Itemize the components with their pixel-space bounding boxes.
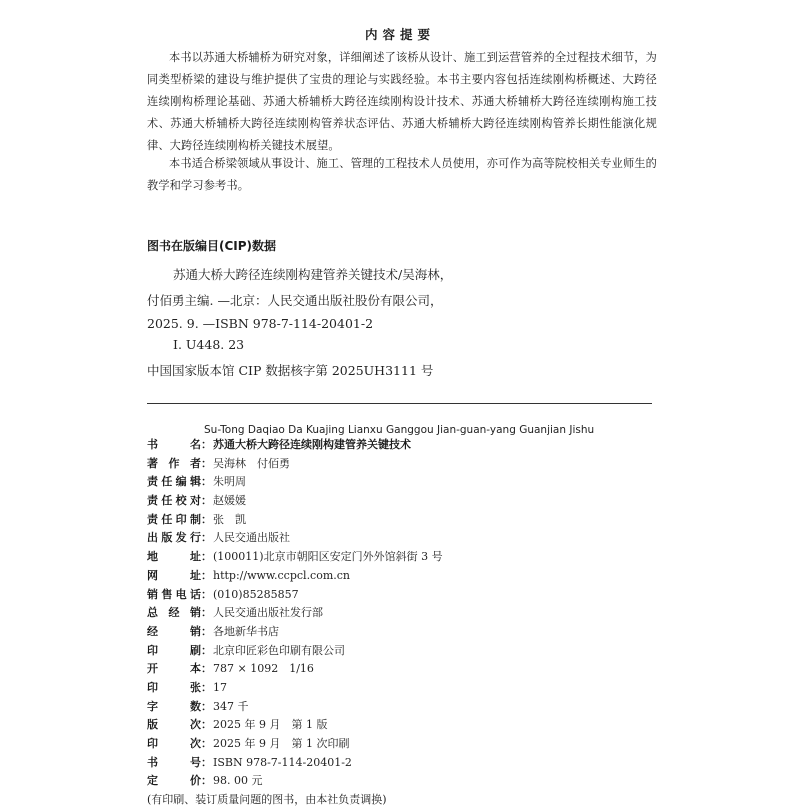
colophon-label: 开 本 [147, 662, 201, 676]
colophon-label: 字 数 [147, 699, 201, 713]
pinyin-title: Su-Tong Daqiao Da Kuajing Lianxu Ganggou Jian-guan-yang Guanjian Jishu [204, 424, 595, 436]
colophon-colon: ： [201, 568, 212, 582]
colophon-colon: ： [201, 755, 212, 769]
colophon-row [147, 436, 667, 455]
cip-line: 中国国家版本馆 CIP 数据核字第 2025UH3111 号 [147, 363, 434, 378]
colophon-label: 销 售 电 话 [147, 587, 201, 601]
colophon-row [147, 623, 667, 642]
cip-line: Ⅰ. U448. 23 [173, 337, 245, 352]
colophon-colon: ： [201, 438, 212, 451]
colophon-value: 赵媛媛 [213, 494, 246, 508]
colophon-row [147, 604, 667, 623]
colophon-value: http://www.ccpcl.com.cn [213, 568, 351, 582]
colophon-row [147, 660, 667, 679]
colophon-colon: ： [201, 699, 212, 713]
colophon-value: 347 千 [213, 699, 249, 713]
colophon-value: 17 [213, 680, 227, 694]
colophon-value: 人民交通出版社 [213, 531, 290, 545]
colophon-colon: ： [201, 531, 212, 545]
colophon-row [147, 735, 667, 754]
colophon-label: 著 作 者 [147, 456, 201, 470]
colophon-row [147, 567, 667, 586]
colophon-value: 人民交通出版社发行部 [213, 606, 323, 620]
colophon-colon: ： [201, 774, 212, 788]
cip-heading: 图书在版编目(CIP)数据 [147, 239, 277, 253]
colophon-label: 版 次 [147, 718, 201, 732]
colophon-row [147, 772, 667, 791]
colophon-row [147, 511, 667, 530]
colophon-colon: ： [201, 624, 212, 638]
colophon-value: 2025 年 9 月 第 1 次印刷 [213, 737, 350, 750]
colophon-label: 印 刷 [147, 643, 201, 657]
colophon-colon: ： [201, 680, 212, 694]
colophon-label: 总 经 销 [147, 606, 201, 620]
colophon-label: 出 版 发 行 [147, 531, 201, 545]
colophon-label: 定 价 [147, 774, 201, 788]
colophon-colon: ： [201, 456, 212, 470]
colophon-value: 吴海林 付佰勇 [213, 456, 290, 470]
summary-title: 内容提要 [364, 27, 435, 42]
colophon-row [147, 586, 667, 605]
colophon-value: 张 凯 [213, 512, 246, 526]
colophon-label: 责 任 校 对 [147, 494, 201, 508]
colophon-row [147, 754, 667, 773]
colophon-label: 责 任 编 辑 [147, 475, 201, 489]
section-divider [147, 403, 652, 404]
colophon-colon: ： [201, 587, 212, 601]
colophon-value: (010)85285857 [213, 587, 299, 601]
cip-line: 付佰勇主编. —北京：人民交通出版社股份有限公司， [147, 293, 443, 308]
colophon-colon: ： [201, 475, 212, 489]
colophon-value: 98. 00 元 [213, 774, 263, 788]
colophon-colon: ： [201, 494, 212, 508]
cip-line: 2025. 9. —ISBN 978-7-114-20401-2 [147, 316, 374, 331]
colophon-row [147, 473, 667, 492]
colophon-row [147, 529, 667, 548]
colophon-colon: ： [201, 643, 212, 657]
colophon-colon: ： [201, 512, 212, 526]
colophon-value: 北京印匠彩色印刷有限公司 [213, 643, 345, 657]
colophon-label: 印 张 [147, 680, 201, 694]
colophon-label: 印 次 [147, 737, 201, 750]
colophon-value: 787 × 1092 1/16 [213, 662, 314, 676]
colophon-label: 责 任 印 制 [147, 512, 201, 526]
cip-line: 苏通大桥大跨径连续刚构建管养关键技术/吴海林， [173, 267, 453, 282]
colophon-label: 经 销 [147, 624, 201, 638]
colophon-row [147, 642, 667, 661]
colophon-row [147, 679, 667, 698]
colophon-colon: ： [201, 550, 212, 564]
colophon-colon: ： [201, 662, 212, 676]
summary-paragraph: 本书适合桥梁领域从事设计、施工、管理的工程技术人员使用，亦可作为高等院校相关专业师生的教学和学习参考书。 [147, 157, 657, 192]
colophon-row [147, 548, 667, 567]
colophon-row [147, 455, 667, 474]
quality-note: (有印刷、装订质量问题的图书，由本社负责调换) [147, 793, 387, 807]
summary-paragraph: 本书以苏通大桥辅桥为研究对象，详细阐述了该桥从设计、施工到运营管养的全过程技术细节，为同类型桥梁的建设与维护提供了宝贵的理论与实践经验。本书主要内容包括连续刚构桥概述、大跨径连续刚构桥理论基础、苏通大桥辅桥大跨径连续刚构设计技术、苏通大桥辅桥大跨径连续刚构施工技术、苏通大桥辅桥大跨径连续刚构管养状态评估、苏通大桥辅桥大跨径连续刚构管养长期性能演化规律、大跨径连续刚构桥关键技术展望。 [147, 51, 657, 152]
colophon-colon: ： [201, 718, 212, 732]
colophon-row [147, 716, 667, 735]
colophon-label: 网 址 [147, 568, 201, 582]
colophon-colon: ： [201, 737, 212, 750]
colophon-value: (100011)北京市朝阳区安定门外外馆斜街 3 号 [213, 550, 443, 564]
colophon-row [147, 492, 667, 511]
colophon-colon: ： [201, 606, 212, 620]
colophon-row [147, 698, 667, 717]
colophon-value: 2025 年 9 月 第 1 版 [213, 718, 328, 732]
colophon-label: 书 名 [147, 438, 201, 451]
colophon-value: 苏通大桥大跨径连续刚构建管养关键技术 [213, 438, 411, 451]
colophon-label: 地 址 [147, 550, 201, 564]
colophon-label: 书 号 [147, 755, 201, 769]
colophon-value: 朱明周 [213, 475, 246, 489]
colophon-value: ISBN 978-7-114-20401-2 [213, 755, 352, 769]
colophon-value: 各地新华书店 [213, 624, 279, 638]
colophon-table [147, 436, 667, 810]
